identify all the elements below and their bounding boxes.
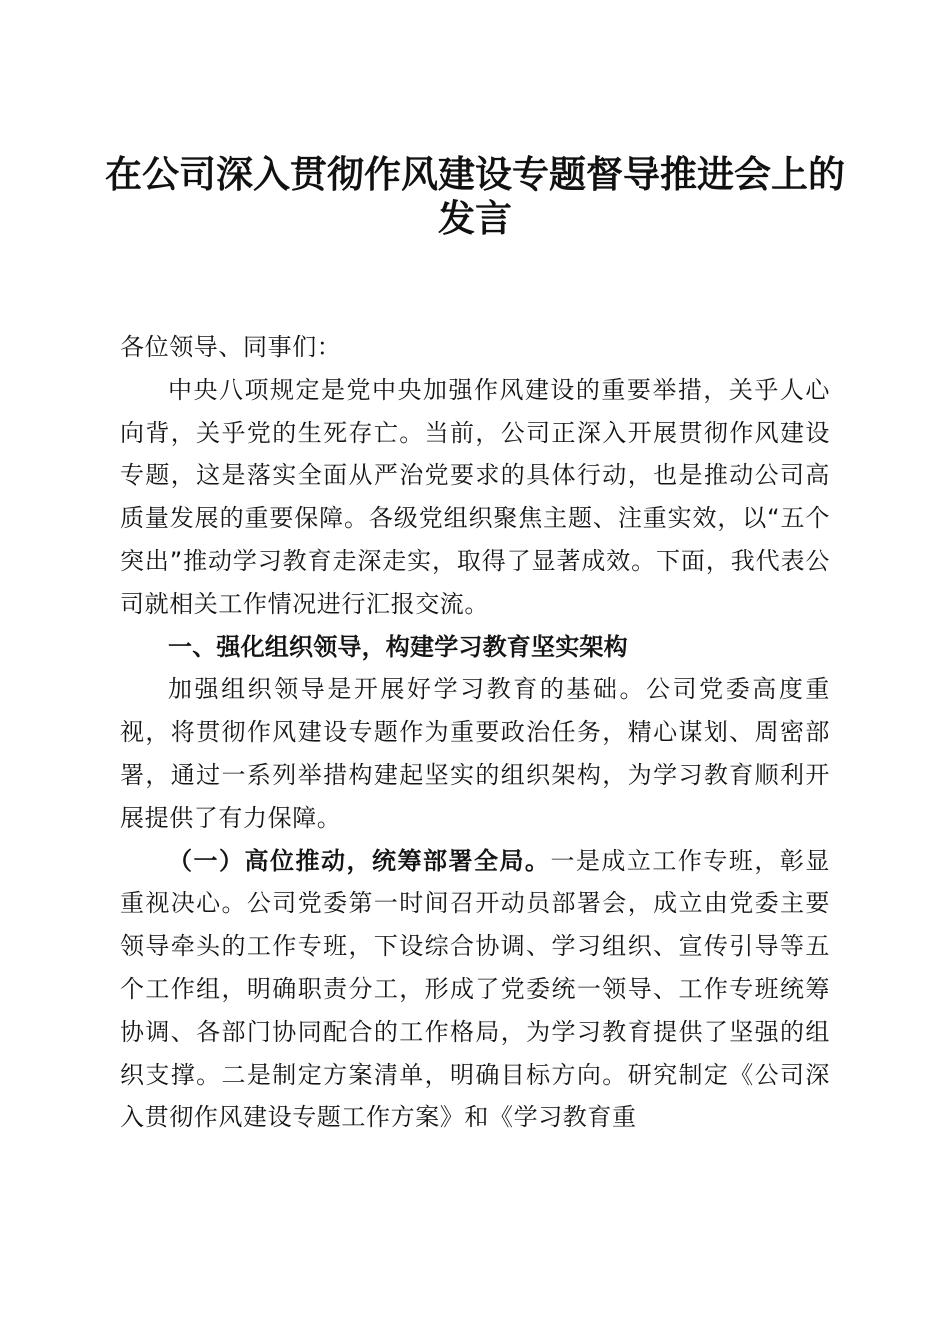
section-1-heading: 一、强化组织领导，构建学习教育坚实架构 [168, 632, 628, 661]
document-body [120, 326, 830, 1139]
document-title-line-1: 在公司深入贯彻作风建设专题督导推进会上的 [105, 152, 845, 196]
salutation: 各位领导、同事们： [120, 333, 342, 361]
subsection-1-paragraph [120, 840, 830, 1140]
subsection-1-text: 一是成立工作专班，彰显重视决心。公司党委第一时间召开动员部署会，成立由党委主要领导牵头的工作专班，下设综合协调、学习组织、宣传引导等五个工作组，明确职责分工，形成了党委统一领导、工作专班统筹协调、各部门协同配合的工作格局，为学习教育提供了坚强的组织支撑。二是制定方案清单，明确目标方向。研究制定《公司深入贯彻作风建设专题工作方案》和《学习教育重 [120, 846, 830, 1132]
section-1-paragraph: 加强组织领导是开展好学习教育的基础。公司党委高度重视，将贯彻作风建设专题作为重要政治任务，精心谋划、周密部署，通过一系列举措构建起坚实的组织架构，为学习教育顺利开展提供了有力保障。 [120, 675, 830, 832]
intro-paragraph: 中央八项规定是党中央加强作风建设的重要举措，关乎人心向背，关乎党的生死存亡。当前，公司正深入开展贯彻作风建设专题，这是落实全面从严治党要求的具体行动，也是推动公司高质量发展的重要保障。各级党组织聚焦主题、注重实效，以“五个突出”推动学习教育走深走实，取得了显著成效。下面，我代表公司就相关工作情况进行汇报交流。 [120, 375, 830, 618]
document-title-line-2: 发言 [438, 196, 512, 240]
subsection-1-title: （一）高位推动，统筹部署全局。 [168, 846, 551, 875]
